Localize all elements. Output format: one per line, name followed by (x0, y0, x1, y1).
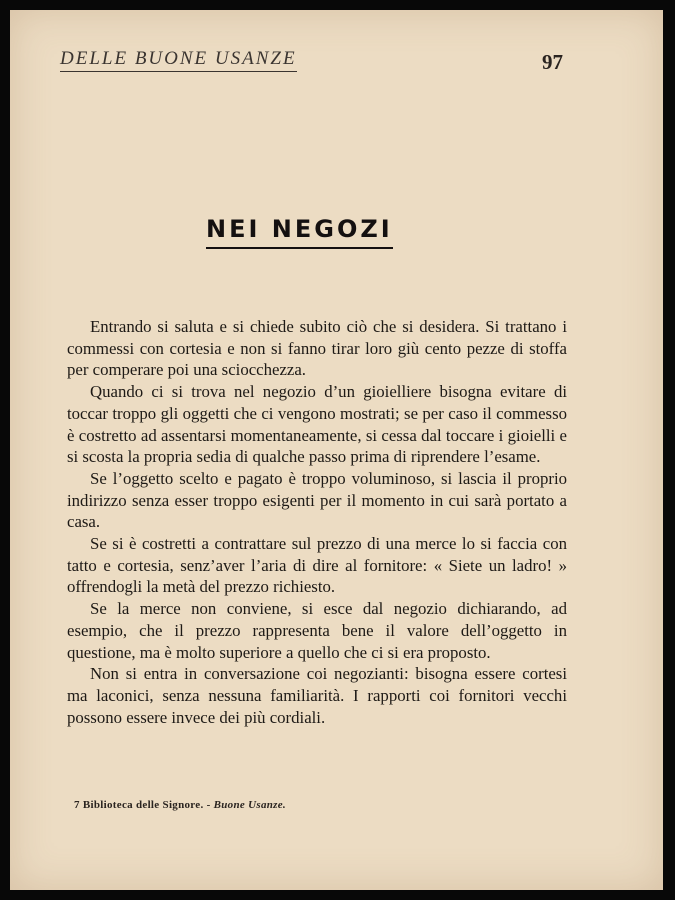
paragraph: Se si è costretti a contrattare sul prezzo di una merce lo si faccia con tatto e cortesia, senz’aver l’aria di dire al fornitore: « Siete un ladro! » offrendogli la metà del prezzo richiesto. (67, 534, 567, 597)
paragraph: Se la merce non conviene, si esce dal negozio dichiarando, ad esempio, che il prezzo rappresenta bene il valore dell’oggetto in questione, ma è molto superiore a quello che ci si era proposto. (67, 599, 567, 662)
chapter-title: NEI NEGOZI (206, 215, 393, 249)
library-name: Biblioteca delle Signore. (82, 799, 204, 811)
signature-number: 7 (74, 799, 80, 811)
paragraph: Non si entra in conversazione coi negozianti: bisogna essere cortesi ma laconici, senza nessuna familiarità. I rapporti coi fornitori vecchi possono essere invece dei più cordiali. (67, 664, 567, 727)
paragraph: Quando ci si trova nel negozio d’un gioielliere bisogna evitare di toccar troppo gli oggetti che ci vengono mostrati; se per caso il commesso è costretto ad assentarsi momentaneamente, si cessa dal toccare i gioielli e si scosta la propria sedia di qualche passo prima di riprendere l’esame. (67, 382, 567, 467)
footer-separator: - (203, 799, 214, 811)
running-title: DELLE BUONE USANZE (60, 48, 297, 72)
footer-signature (74, 799, 286, 811)
body-text (67, 316, 567, 728)
series-name: Buone Usanze. (213, 799, 286, 811)
paragraph: Entrando si saluta e si chiede subito ciò che si desidera. Si trattano i commessi con cortesia e non si fanno tirar loro giù cento pezze di stoffa per comperare poi una sciocchezza. (67, 317, 567, 380)
page-number: 97 (542, 50, 563, 74)
paragraph: Se l’oggetto scelto e pagato è troppo voluminoso, si lascia il proprio indirizzo senza esser troppo esigenti per il momento in cui sarà portato a casa. (67, 468, 567, 532)
book-page (10, 10, 663, 890)
